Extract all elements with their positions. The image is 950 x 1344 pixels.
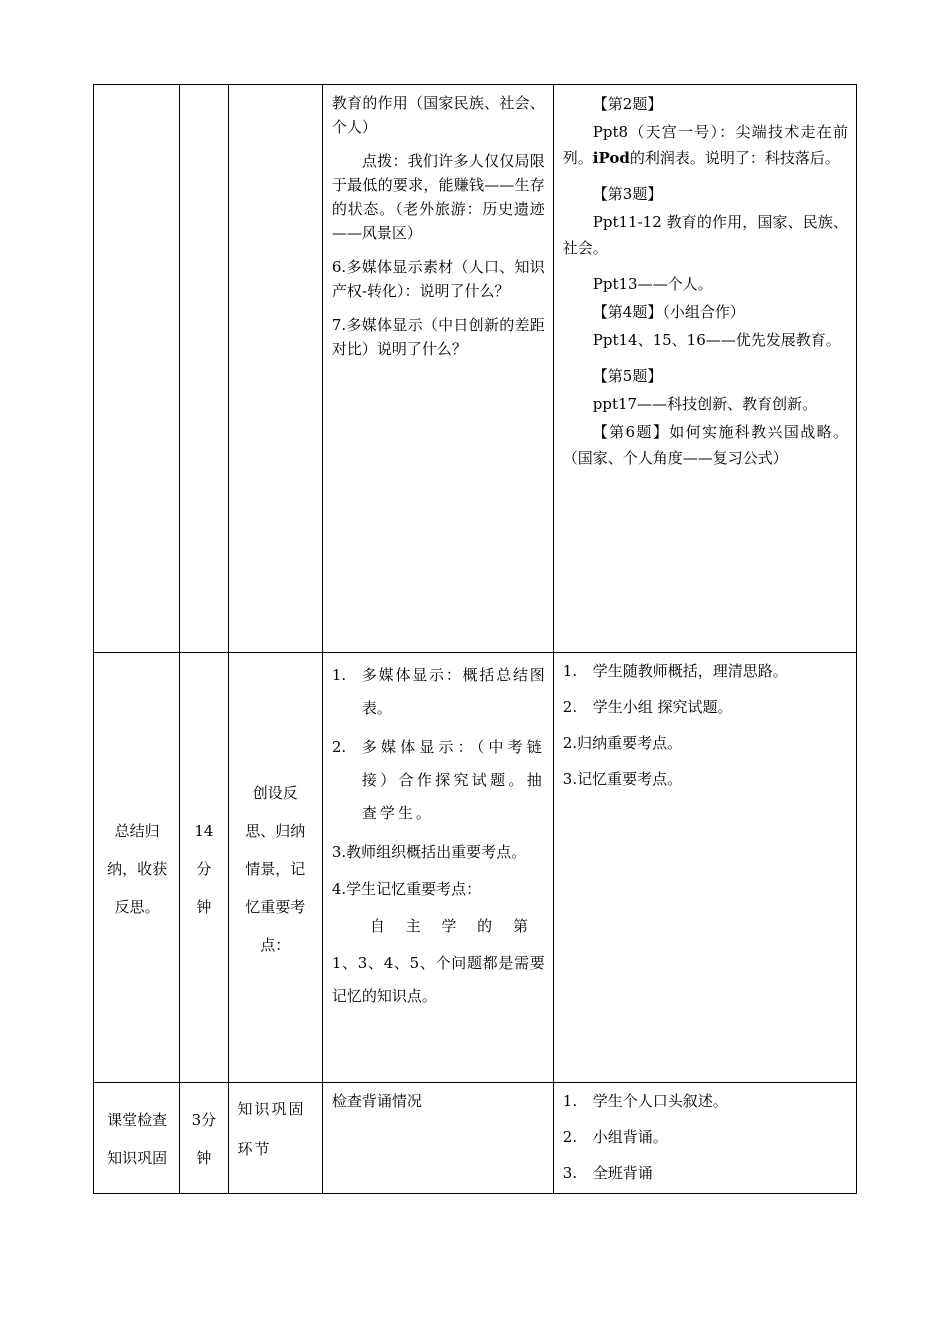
student-text: Ppt14、15、16——优先发展教育。	[592, 331, 841, 349]
stage-text: 课堂检查知识巩固	[107, 1111, 168, 1167]
stage-cell	[94, 653, 180, 1083]
list-text: 多媒体显示：概括总结图表。	[361, 666, 545, 717]
list-item	[563, 1161, 848, 1185]
list-item	[332, 731, 545, 830]
student-text: 【第6题】如何实施科教兴国战略。（国家、个人角度——复习公式）	[562, 423, 848, 467]
teacher-activity-cell	[322, 85, 553, 653]
intent-cell	[228, 1083, 322, 1194]
list-number: 1.	[562, 662, 578, 680]
intent-cell	[228, 653, 322, 1083]
student-activity-cell	[553, 653, 856, 1083]
list-text: 学生小组 探究试题。	[592, 698, 733, 716]
table-row	[94, 653, 857, 1083]
time-cell	[180, 85, 228, 653]
list-number: 2.	[562, 1128, 578, 1146]
stage-text: 总结归纳，收获反思。	[107, 821, 168, 916]
teacher-text: 教育的作用（国家民族、社会、个人）	[331, 94, 545, 136]
table-row	[94, 1083, 857, 1194]
intent-text: 知识巩固环节	[237, 1100, 306, 1158]
list-item	[563, 659, 848, 683]
list-item	[332, 659, 545, 725]
intent-text: 创设反思、归纳情景，记忆重要考点：	[245, 783, 306, 954]
teacher-text: 点拨：我们许多人仅仅局限于最低的要求，能赚钱——生存的状态。（老外旅游：历史遗迹——风景区）	[331, 152, 545, 242]
teacher-text: 7.多媒体显示（中日创新的差距对比）说明了什么？	[331, 316, 545, 358]
question-heading: 【第4题】（小组合作）	[592, 303, 745, 321]
table-row	[94, 85, 857, 653]
list-item	[563, 1089, 848, 1113]
student-text: ppt17——科技创新、教育创新。	[592, 395, 818, 413]
stage-cell	[94, 85, 180, 653]
student-text: Ppt8（天宫一号）：尖端技术走在前列。iPod的利润表。说明了：科技落后。	[562, 123, 848, 167]
teacher-text: 检查背诵情况	[331, 1092, 422, 1110]
list-item	[563, 1125, 848, 1149]
student-text: Ppt11-12 教育的作用，国家、民族、社会。	[562, 213, 848, 257]
student-activity-cell	[553, 1083, 856, 1194]
list-number: 1.	[331, 666, 347, 684]
stage-cell	[94, 1083, 180, 1194]
question-heading: 【第2题】	[592, 95, 663, 113]
student-text: Ppt13——个人。	[592, 275, 713, 293]
list-text: 多媒体显示：（中考链接）合作探究试题。抽查学生。	[361, 738, 545, 822]
student-text: 3.记忆重要考点。	[562, 770, 683, 788]
list-text: 小组背诵。	[592, 1128, 668, 1146]
student-activity-cell	[553, 85, 856, 653]
intent-cell	[228, 85, 322, 653]
question-heading: 【第3题】	[592, 185, 663, 203]
list-item	[563, 695, 848, 719]
teacher-activity-cell	[322, 1083, 553, 1194]
teacher-text: 4.学生记忆重要考点：	[331, 880, 482, 898]
list-number: 3.	[562, 1164, 578, 1182]
teacher-text: 自 主 学 的 第	[369, 917, 536, 935]
time-cell	[180, 653, 228, 1083]
time-text: 14分钟	[194, 821, 214, 916]
list-number: 2.	[331, 738, 347, 756]
list-text: 学生随教师概括，理清思路。	[592, 662, 788, 680]
teacher-text: 6.多媒体显示素材（人口、知识产权-转化）：说明了什么？	[331, 258, 545, 300]
lesson-plan-table	[93, 84, 857, 1194]
time-text: 3分钟	[191, 1111, 217, 1167]
list-text: 全班背诵	[592, 1164, 653, 1182]
teacher-text: 3.教师组织概括出重要考点。	[331, 843, 527, 861]
list-number: 2.	[562, 698, 578, 716]
question-heading: 【第5题】	[592, 367, 663, 385]
time-cell	[180, 1083, 228, 1194]
list-text: 学生个人口头叙述。	[592, 1092, 728, 1110]
list-number: 1.	[562, 1092, 578, 1110]
teacher-text: 1、3、4、5、个问题都是需要记忆的知识点。	[331, 954, 545, 1005]
student-text: 2.归纳重要考点。	[562, 734, 683, 752]
teacher-activity-cell	[322, 653, 553, 1083]
